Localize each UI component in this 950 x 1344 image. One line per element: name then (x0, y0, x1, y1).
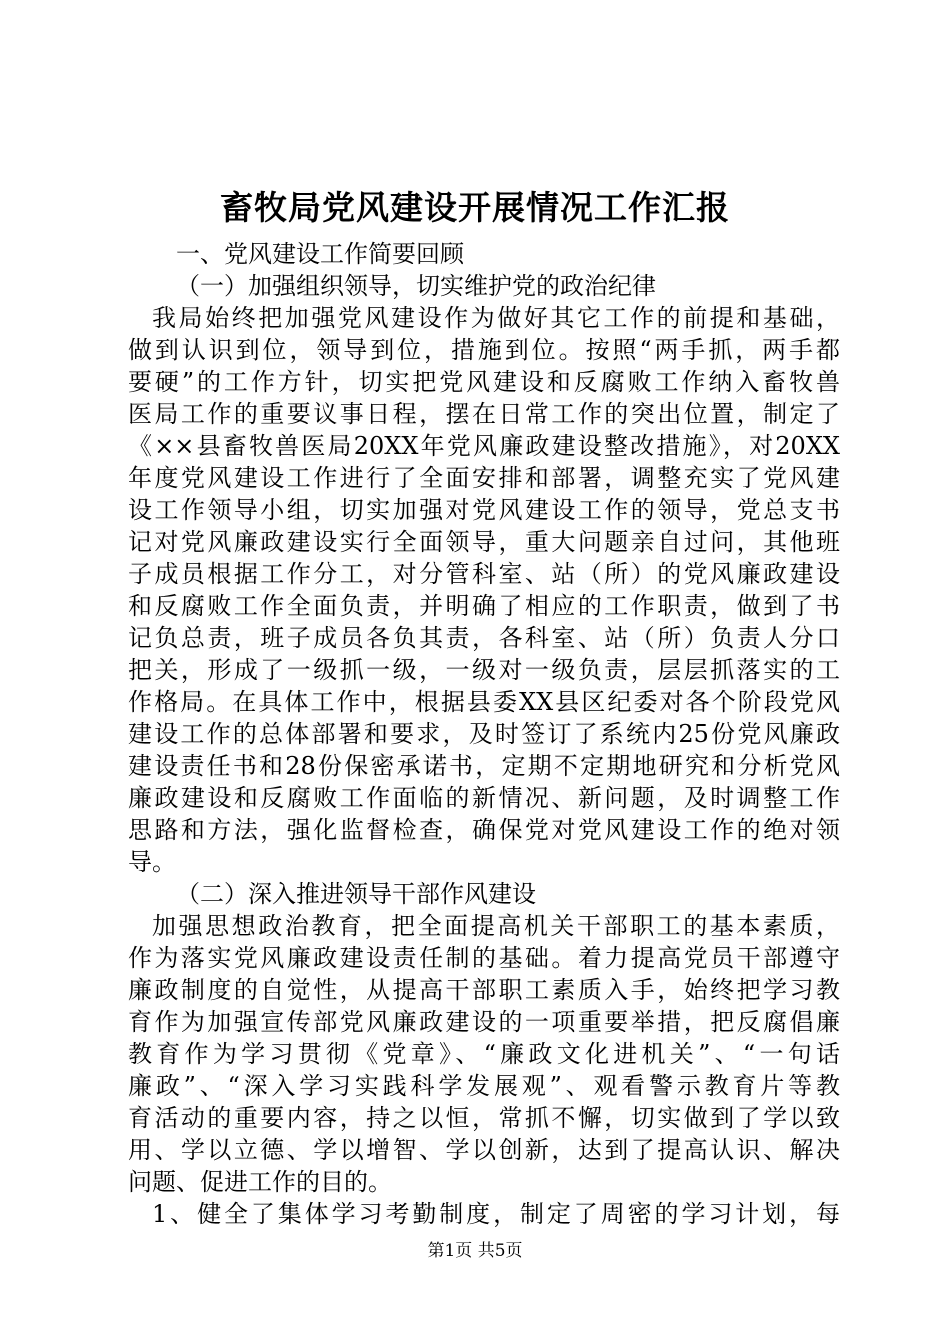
paragraph-line: 用、学以立德、学以增智、学以创新，达到了提高认识、解决 (128, 1136, 840, 1164)
paragraph-line: 我局始终把加强党风建设作为做好其它工作的前提和基础， (152, 304, 840, 332)
paragraph-line: 《××县畜牧兽医局20XX年党风廉政建设整改措施》，对20XX (128, 432, 840, 460)
paragraph-line: 导。 (128, 848, 176, 876)
paragraph-line: 作格局。在具体工作中，根据县委XX县区纪委对各个阶段党风 (128, 688, 840, 716)
paragraph-line: 教育作为学习贯彻《党章》、“廉政文化进机关”、“一句话 (128, 1040, 840, 1068)
page-number: 第1页 共5页 (427, 1241, 523, 1261)
paragraph-line: 把关，形成了一级抓一级，一级对一级负责，层层抓落实的工 (128, 656, 840, 684)
paragraph-line: 廉政制度的自觉性，从提高干部职工素质入手，始终把学习教 (128, 976, 840, 1004)
paragraph-line: 年度党风建设工作进行了全面安排和部署，调整充实了党风建 (128, 464, 840, 492)
paragraph-line: 子成员根据工作分工，对分管科室、站（所）的党风廉政建设 (128, 560, 840, 588)
paragraph-line: 问题、促进工作的目的。 (128, 1168, 392, 1196)
document-title: 畜牧局党风建设开展情况工作汇报 (220, 188, 730, 227)
subsection-heading: （一）加强组织领导，切实维护党的政治纪律 (176, 272, 656, 300)
paragraph-line: 做到认识到位，领导到位，措施到位。按照“两手抓，两手都 (128, 336, 840, 364)
paragraph-line: 记对党风廉政建设实行全面领导，重大问题亲自过问，其他班 (128, 528, 840, 556)
paragraph-line: 思路和方法，强化监督检查，确保党对党风建设工作的绝对领 (128, 816, 840, 844)
paragraph-line: 要硬”的工作方针，切实把党风建设和反腐败工作纳入畜牧兽 (128, 368, 840, 396)
paragraph-line: 建设责任书和28份保密承诺书，定期不定期地研究和分析党风 (128, 752, 840, 780)
paragraph-line: 医局工作的重要议事日程，摆在日常工作的突出位置，制定了 (128, 400, 840, 428)
paragraph-line: 建设工作的总体部署和要求，及时签订了系统内25份党风廉政 (128, 720, 840, 748)
paragraph-line: 和反腐败工作全面负责，并明确了相应的工作职责，做到了书 (128, 592, 840, 620)
paragraph-line: 廉政”、“深入学习实践科学发展观”、观看警示教育片等教 (128, 1072, 840, 1100)
paragraph-line: 记负总责，班子成员各负其责，各科室、站（所）负责人分口 (128, 624, 840, 652)
paragraph-line: 廉政建设和反腐败工作面临的新情况、新问题，及时调整工作 (128, 784, 840, 812)
paragraph-line: 加强思想政治教育，把全面提高机关干部职工的基本素质， (152, 912, 840, 940)
paragraph-line: 作为落实党风廉政建设责任制的基础。着力提高党员干部遵守 (128, 944, 840, 972)
paragraph-line: 设工作领导小组，切实加强对党风建设工作的领导，党总支书 (128, 496, 840, 524)
paragraph-line: 1、健全了集体学习考勤制度，制定了周密的学习计划，每 (152, 1200, 840, 1228)
subsection-heading: （二）深入推进领导干部作风建设 (176, 880, 536, 908)
section-heading: 一、党风建设工作简要回顾 (176, 240, 464, 268)
paragraph-line: 育活动的重要内容，持之以恒，常抓不懈，切实做到了学以致 (128, 1104, 840, 1132)
paragraph-line: 育作为加强宣传部党风廉政建设的一项重要举措，把反腐倡廉 (128, 1008, 840, 1036)
